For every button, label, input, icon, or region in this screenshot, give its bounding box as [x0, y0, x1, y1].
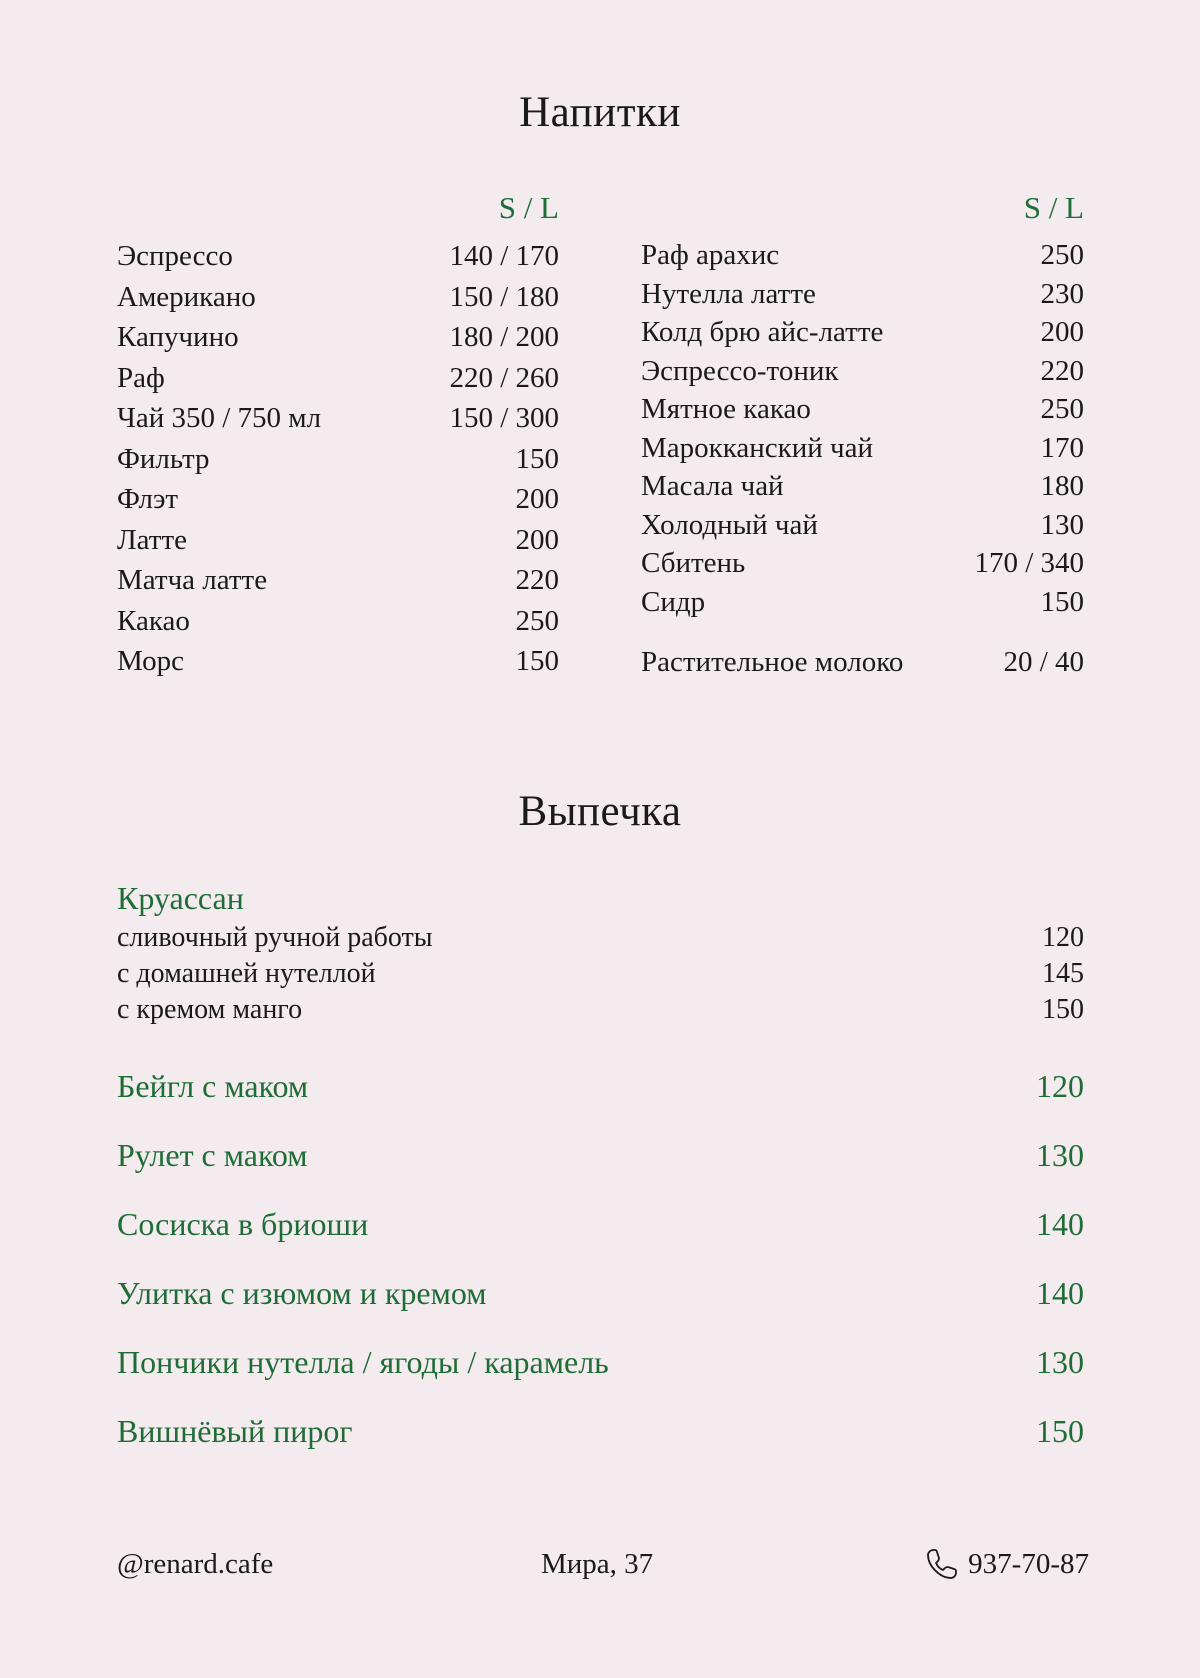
drink-row-price: 150	[515, 442, 559, 475]
drink-row-name: Чай 350 / 750 мл	[117, 402, 322, 434]
bakery-item-row	[117, 1397, 1084, 1466]
bakery-item-row	[117, 1259, 1084, 1328]
drink-row-price: 150 / 300	[449, 402, 559, 434]
bakery-title: Выпечка	[518, 788, 682, 835]
bakery-item-row-name: Бейгл с маком	[117, 1068, 309, 1104]
bakery-item-row-price: 130	[1036, 1344, 1084, 1380]
drinks-title: Напитки	[519, 89, 681, 136]
bakery-item-row-name: Пончики нутелла / ягоды / карамель	[117, 1344, 609, 1380]
drinks-right-column	[641, 188, 1084, 682]
drink-row-name: Морс	[117, 645, 184, 677]
plant-milk-row	[641, 643, 1084, 682]
drink-row-price: 250	[515, 604, 559, 637]
drink-row-name: Мятное какао	[641, 393, 811, 425]
drink-row-price: 170	[1040, 431, 1084, 464]
drink-row-price: 220	[515, 564, 559, 596]
phone-contact[interactable]	[924, 1542, 1089, 1586]
croissant-variant-row-name: с кремом манго	[117, 994, 303, 1025]
drink-row	[641, 390, 1084, 429]
drink-row	[117, 398, 559, 439]
bakery-item-row-price: 140	[1036, 1206, 1084, 1242]
drink-row	[641, 467, 1084, 506]
croissant-title: Круассан	[117, 880, 244, 916]
drink-row-name: Нутелла латте	[641, 277, 816, 310]
drink-row-price: 130	[1040, 508, 1084, 541]
drink-row-price: 230	[1040, 277, 1084, 310]
drink-row	[641, 313, 1084, 352]
drink-row	[117, 641, 559, 682]
croissant-variant-row-price: 120	[1042, 922, 1084, 953]
drink-row	[641, 236, 1084, 275]
drink-row-name: Марокканский чай	[641, 431, 874, 464]
drink-row-name: Сбитень	[641, 547, 746, 579]
drink-row-name: Масала чай	[641, 470, 784, 502]
bakery-item-row-name: Улитка с изюмом и кремом	[117, 1275, 487, 1311]
drink-row-name: Раф	[117, 361, 165, 394]
drink-row-price: 150	[1040, 585, 1084, 618]
drink-row	[641, 429, 1084, 468]
drink-row-name: Какао	[117, 604, 190, 637]
footer	[117, 1542, 1089, 1586]
drink-row-name: Эспрессо-тоник	[641, 354, 839, 387]
drink-row-name: Холодный чай	[641, 508, 818, 541]
drink-row-price: 180 / 200	[449, 321, 559, 353]
drink-row-name: Флэт	[117, 483, 179, 515]
croissant-variant-row-price: 145	[1042, 958, 1084, 989]
drink-row	[641, 583, 1084, 622]
plant-milk-price: 20 / 40	[1003, 646, 1084, 678]
drink-row-name: Колд брю айс-латте	[641, 316, 884, 348]
drink-row	[641, 544, 1084, 583]
drink-row-name: Раф арахис	[641, 239, 780, 271]
croissant-variant-row-price: 150	[1042, 994, 1084, 1025]
drink-row-price: 250	[1040, 393, 1084, 425]
drink-row	[117, 358, 559, 399]
bakery-item-row-price: 140	[1036, 1275, 1084, 1311]
drink-row	[641, 506, 1084, 545]
phone-number: 937-70-87	[968, 1547, 1089, 1580]
drink-row	[117, 520, 559, 561]
bakery-item-row	[117, 1052, 1084, 1121]
drink-row	[641, 275, 1084, 314]
drink-row-name: Фильтр	[117, 442, 210, 475]
croissant-variant-row	[117, 956, 1084, 992]
drink-row-price: 140 / 170	[449, 240, 559, 272]
phone-icon	[924, 1546, 960, 1582]
drink-row	[117, 560, 559, 601]
croissant-variant-row	[117, 992, 1084, 1028]
drink-row	[641, 352, 1084, 391]
bakery-item-row-name: Сосиска в бриоши	[117, 1206, 369, 1242]
drink-row-price: 200	[515, 483, 559, 515]
drink-row-name: Матча латте	[117, 564, 268, 596]
drink-row-price: 200	[1040, 316, 1084, 348]
drink-row-name: Эспрессо	[117, 240, 233, 272]
bakery-list	[117, 876, 1084, 1466]
bakery-item-row	[117, 1190, 1084, 1259]
drink-row-price: 250	[1040, 239, 1084, 271]
drink-row-price: 170 / 340	[974, 547, 1084, 579]
bakery-item-row-price: 120	[1036, 1068, 1084, 1104]
bakery-item-row	[117, 1328, 1084, 1397]
drink-row	[117, 601, 559, 642]
size-header-right: S / L	[1023, 190, 1084, 225]
size-header-left: S / L	[498, 190, 559, 225]
drink-row-name: Сидр	[641, 585, 706, 618]
drink-row-name: Капучино	[117, 321, 239, 353]
drink-row-name: Латте	[117, 523, 188, 556]
bakery-item-row-price: 130	[1036, 1137, 1084, 1173]
bakery-item-row-price: 150	[1036, 1413, 1084, 1449]
drink-row-price: 180	[1040, 470, 1084, 502]
croissant-variant-row	[117, 920, 1084, 956]
drink-row	[117, 479, 559, 520]
croissant-variant-row-name: с домашней нутеллой	[117, 958, 376, 989]
drink-row-name: Американо	[117, 280, 256, 313]
bakery-item-row	[117, 1121, 1084, 1190]
drink-row-price: 150	[515, 645, 559, 677]
drink-row	[117, 236, 559, 277]
drink-row-price: 200	[515, 523, 559, 556]
instagram-handle[interactable]: @renard.cafe	[117, 1548, 274, 1580]
drink-row	[117, 317, 559, 358]
plant-milk-name: Растительное молоко	[641, 646, 904, 678]
address: Мира, 37	[541, 1548, 654, 1580]
drink-row-price: 150 / 180	[449, 280, 559, 313]
drinks-left-column	[117, 188, 559, 682]
croissant-variant-row-name: сливочный ручной работы	[117, 922, 433, 953]
bakery-item-row-name: Рулет с маком	[117, 1137, 308, 1173]
drink-row	[117, 439, 559, 480]
drink-row-price: 220	[1040, 354, 1084, 387]
drink-row-price: 220 / 260	[449, 361, 559, 394]
bakery-item-row-name: Вишнёвый пирог	[117, 1413, 353, 1449]
drink-row	[117, 277, 559, 318]
